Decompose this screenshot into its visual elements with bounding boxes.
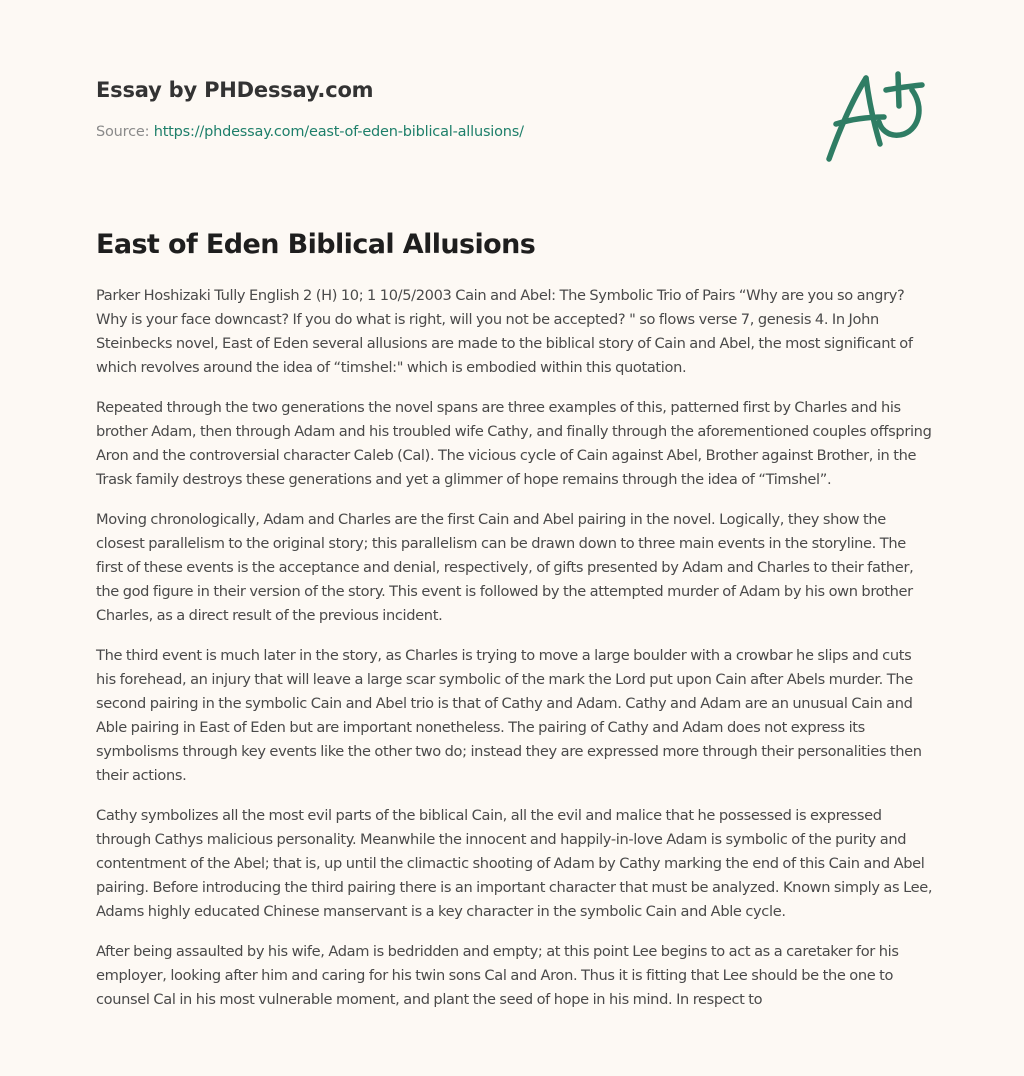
paragraph: Parker Hoshizaki Tully English 2 (H) 10; 1 10/5/2003 Cain and Abel: The Symbolic Trio of Pairs “Why are you so angry? Why is your face downcast? If you do what is right, will you not be accepted? " so flows verse 7, genesis 4. In John Steinbecks novel, East of Eden several allusions are made to the biblical story of Cain and Abel, the most significant of which revolves around the idea of “timshel:" which is embodied within this quotation. (96, 287, 913, 376)
source-line (96, 122, 936, 142)
paragraph: Cathy symbolizes all the most evil parts of the biblical Cain, all the evil and malice that he possessed is expressed through Cathys malicious personality. Meanwhile the innocent and happily-in-love Adam is symbolic of the purity and contentment of the Abel; that is, up until the climactic shooting of Adam by Cathy marking the end of this Cain and Abel pairing. Before introducing the third pairing there is an important character that must be analyzed. Known simply as Lee, Adams highly educated Chinese manservant is a key character in the symbolic Cain and Able cycle. (96, 807, 933, 920)
paragraph: After being assaulted by his wife, Adam is bedridden and empty; at this point Lee begins to act as a caretaker for his employer, looking after him and caring for his twin sons Cal and Aron. Thus it is fitting that Lee should be the one to counsel Cal in his most vulnerable moment, and plant the seed of hope in his mind. In respect to (96, 943, 899, 1008)
article-title: East of Eden Biblical Allusions (96, 229, 536, 260)
paragraph: The third event is much later in the story, as Charles is trying to move a large boulder with a crowbar he slips and cuts his forehead, an injury that will leave a large scar symbolic of the mark the Lord put upon Cain after Abels murder. The second pairing in the symbolic Cain and Abel trio is that of Cathy and Adam. Cathy and Adam are an unusual Cain and Able pairing in East of Eden but are important nonetheless. The pairing of Cathy and Adam does not express its symbolisms through key events like the other two do; instead they are expressed more through their personalities then their actions. (96, 647, 922, 784)
essay-header (96, 76, 936, 142)
paragraph: Repeated through the two generations the novel spans are three examples of this, patterned first by Charles and his brother Adam, then through Adam and his troubled wife Cathy, and finally through the aforementioned couples offspring Aron and the controversial character Caleb (Cal). The vicious cycle of Cain against Abel, Brother against Brother, in the Trask family destroys these generations and yet a glimmer of hope remains through the idea of “Timshel”. (96, 399, 932, 488)
a-plus-logo-icon (822, 66, 928, 164)
source-label: Source: (96, 124, 154, 140)
paragraph: Moving chronologically, Adam and Charles are the first Cain and Abel pairing in the novel. Logically, they show the closest parallelism to the original story; this parallelism can be drawn down to three main events in the storyline. The first of these events is the acceptance and denial, respectively, of gifts presented by Adam and Charles to their father, the god figure in their version of the story. This event is followed by the attempted murder of Adam by his own brother Charles, as a direct result of the previous incident. (96, 511, 914, 624)
source-link[interactable]: https://phdessay.com/east-of-eden-biblical-allusions/ (153, 124, 524, 140)
site-title: Essay by PHDessay.com (96, 78, 374, 102)
article-body (96, 284, 934, 1028)
